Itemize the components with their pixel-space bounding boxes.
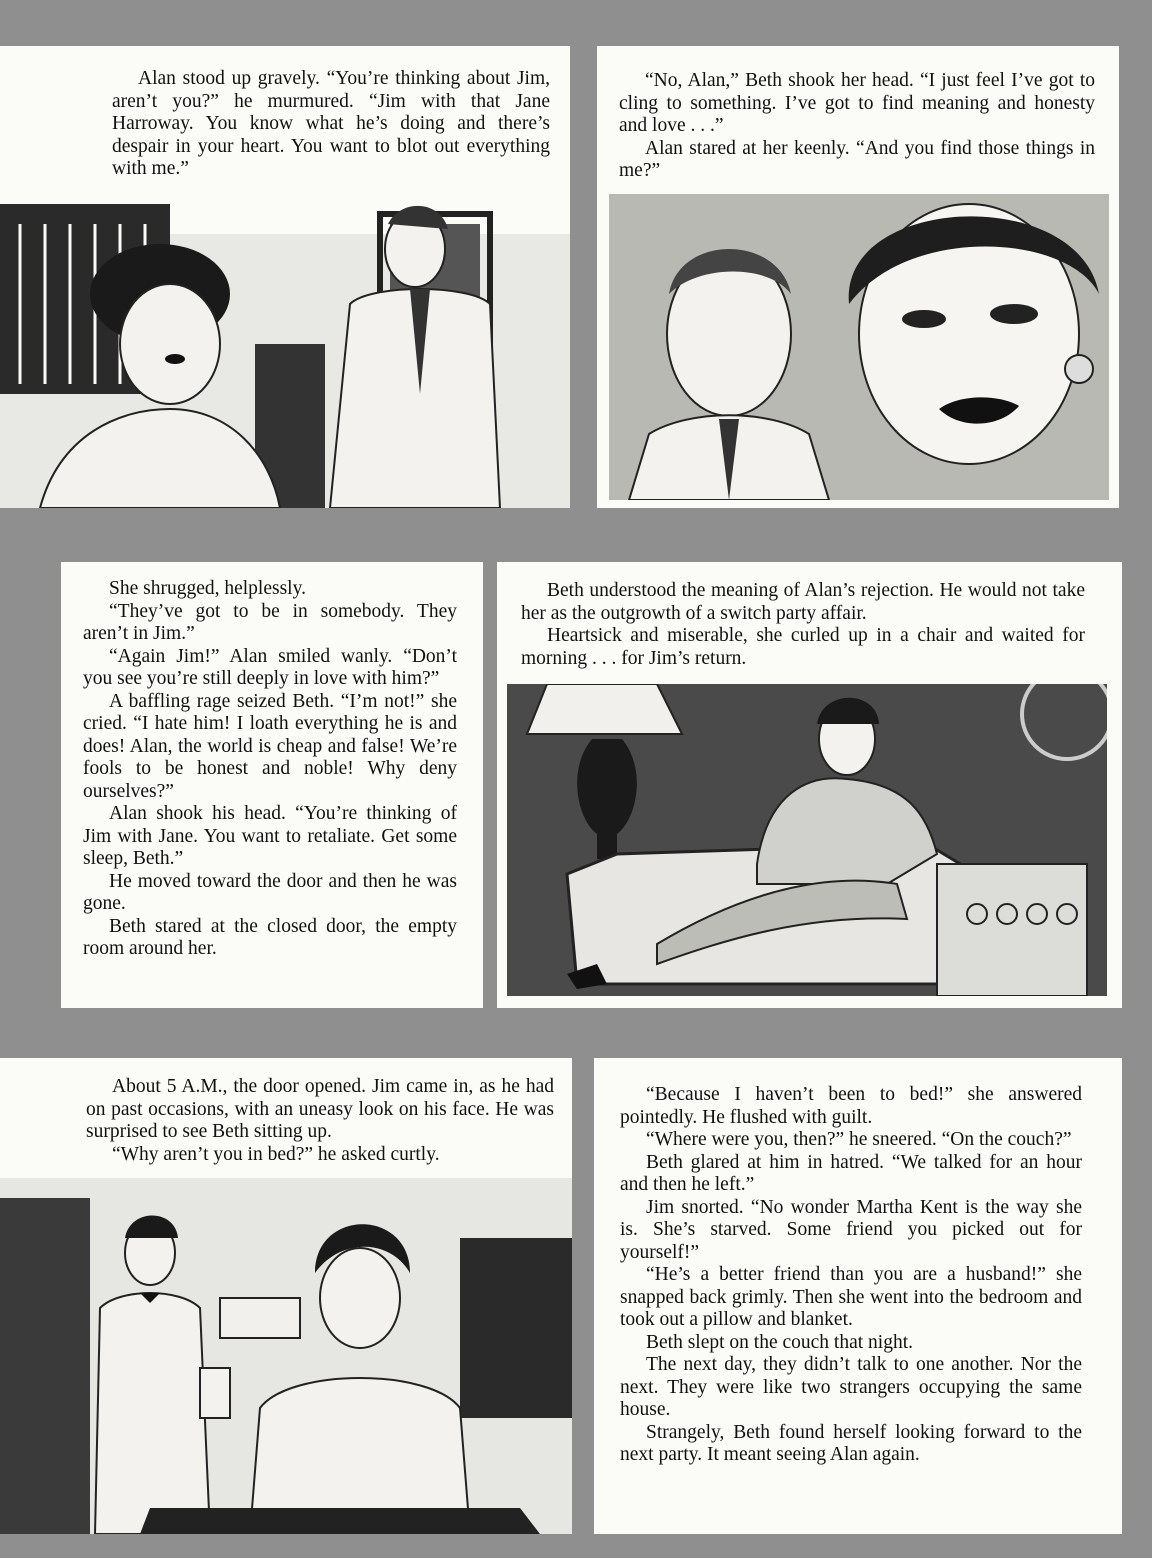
paragraph: Beth glared at him in hatred. “We talked for an hour and then he left.” (620, 1151, 1082, 1195)
panel-3 (61, 562, 483, 1008)
panel-3-text (83, 578, 457, 961)
illustration-jim-returns-home (0, 1178, 572, 1534)
paragraph: Alan stood up gravely. “You’re thinking about Jim, aren’t you?” he murmured. “Jim with that Jane Harroway. You know what he’s doing and there’s despair in your heart. You want to blot out everything with me.” (112, 68, 550, 179)
paragraph: About 5 A.M., the door opened. Jim came in, as he had on past occasions, with an uneasy look on his face. He was surprised to see Beth sitting up. (86, 1076, 554, 1142)
illustration-alan-and-beth-close-up (609, 194, 1109, 500)
paragraph: Beth stared at the closed door, the empty room around her. (83, 915, 457, 959)
paragraph: Beth understood the meaning of Alan’s rejection. He would not take her as the outgrowth of a switch party affair. (521, 580, 1085, 624)
paragraph: “He’s a better friend than you are a husband!” she snapped back grimly. Then she went into the bedroom and took out a pillow and blanket. (620, 1264, 1082, 1330)
paragraph: Beth slept on the couch that night. (646, 1331, 913, 1353)
panel-2 (597, 46, 1119, 508)
paragraph: The next day, they didn’t talk to one another. Nor the next. They were like two strangers occupying the same house. (620, 1354, 1082, 1420)
paragraph: “No, Alan,” Beth shook her head. “I just feel I’ve got to cling to something. I’ve got to find meaning and honesty and love . . .” (619, 70, 1095, 136)
paragraph: Jim snorted. “No wonder Martha Kent is the way she is. She’s starved. Some friend you picked out for yourself!” (620, 1196, 1082, 1263)
panel-6 (594, 1058, 1122, 1534)
paragraph: “They’ve got to be in somebody. They aren’t in Jim.” (83, 600, 457, 644)
panel-4 (497, 562, 1122, 1008)
illustration-beth-and-alan-in-living-room (0, 194, 570, 508)
panel-5-text (86, 1076, 554, 1166)
paragraph: “Again Jim!” Alan smiled wanly. “Don’t you see you’re still deeply in love with him?” (83, 645, 457, 689)
paragraph: “Because I haven’t been to bed!” she answered pointedly. He flushed with guilt. (620, 1084, 1082, 1128)
paragraph: He moved toward the door and then he was gone. (83, 870, 457, 914)
paragraph: She shrugged, helplessly. (109, 578, 306, 599)
paragraph: A baffling rage seized Beth. “I’m not!” she cried. “I hate him! I loath everything he is and does! Alan, the world is cheap and false! We’re fools to be honest and noble! Why deny ourselves?” (83, 690, 457, 802)
paragraph: “Where were you, then?” he sneered. “On the couch?” (646, 1129, 1072, 1150)
paragraph: “Why aren’t you in bed?” he asked curtly. (112, 1143, 440, 1165)
paragraph: Alan shook his head. “You’re thinking of Jim with Jane. You want to retaliate. Get some sleep, Beth.” (83, 803, 457, 869)
panel-1-text (112, 68, 550, 181)
paragraph: Heartsick and miserable, she curled up in a chair and waited for morning . . . for Jim’s return. (521, 625, 1085, 669)
paragraph: Strangely, Beth found herself looking forward to the next party. It meant seeing Alan again. (620, 1421, 1082, 1465)
panel-2-text (619, 70, 1095, 183)
illustration-beth-waiting-in-chair (507, 684, 1107, 996)
paragraph: Alan stared at her keenly. “And you find those things in me?” (619, 137, 1095, 181)
panel-5 (0, 1058, 572, 1534)
panel-4-text (521, 580, 1085, 670)
panel-1 (0, 46, 570, 508)
panel-6-text (620, 1084, 1082, 1467)
